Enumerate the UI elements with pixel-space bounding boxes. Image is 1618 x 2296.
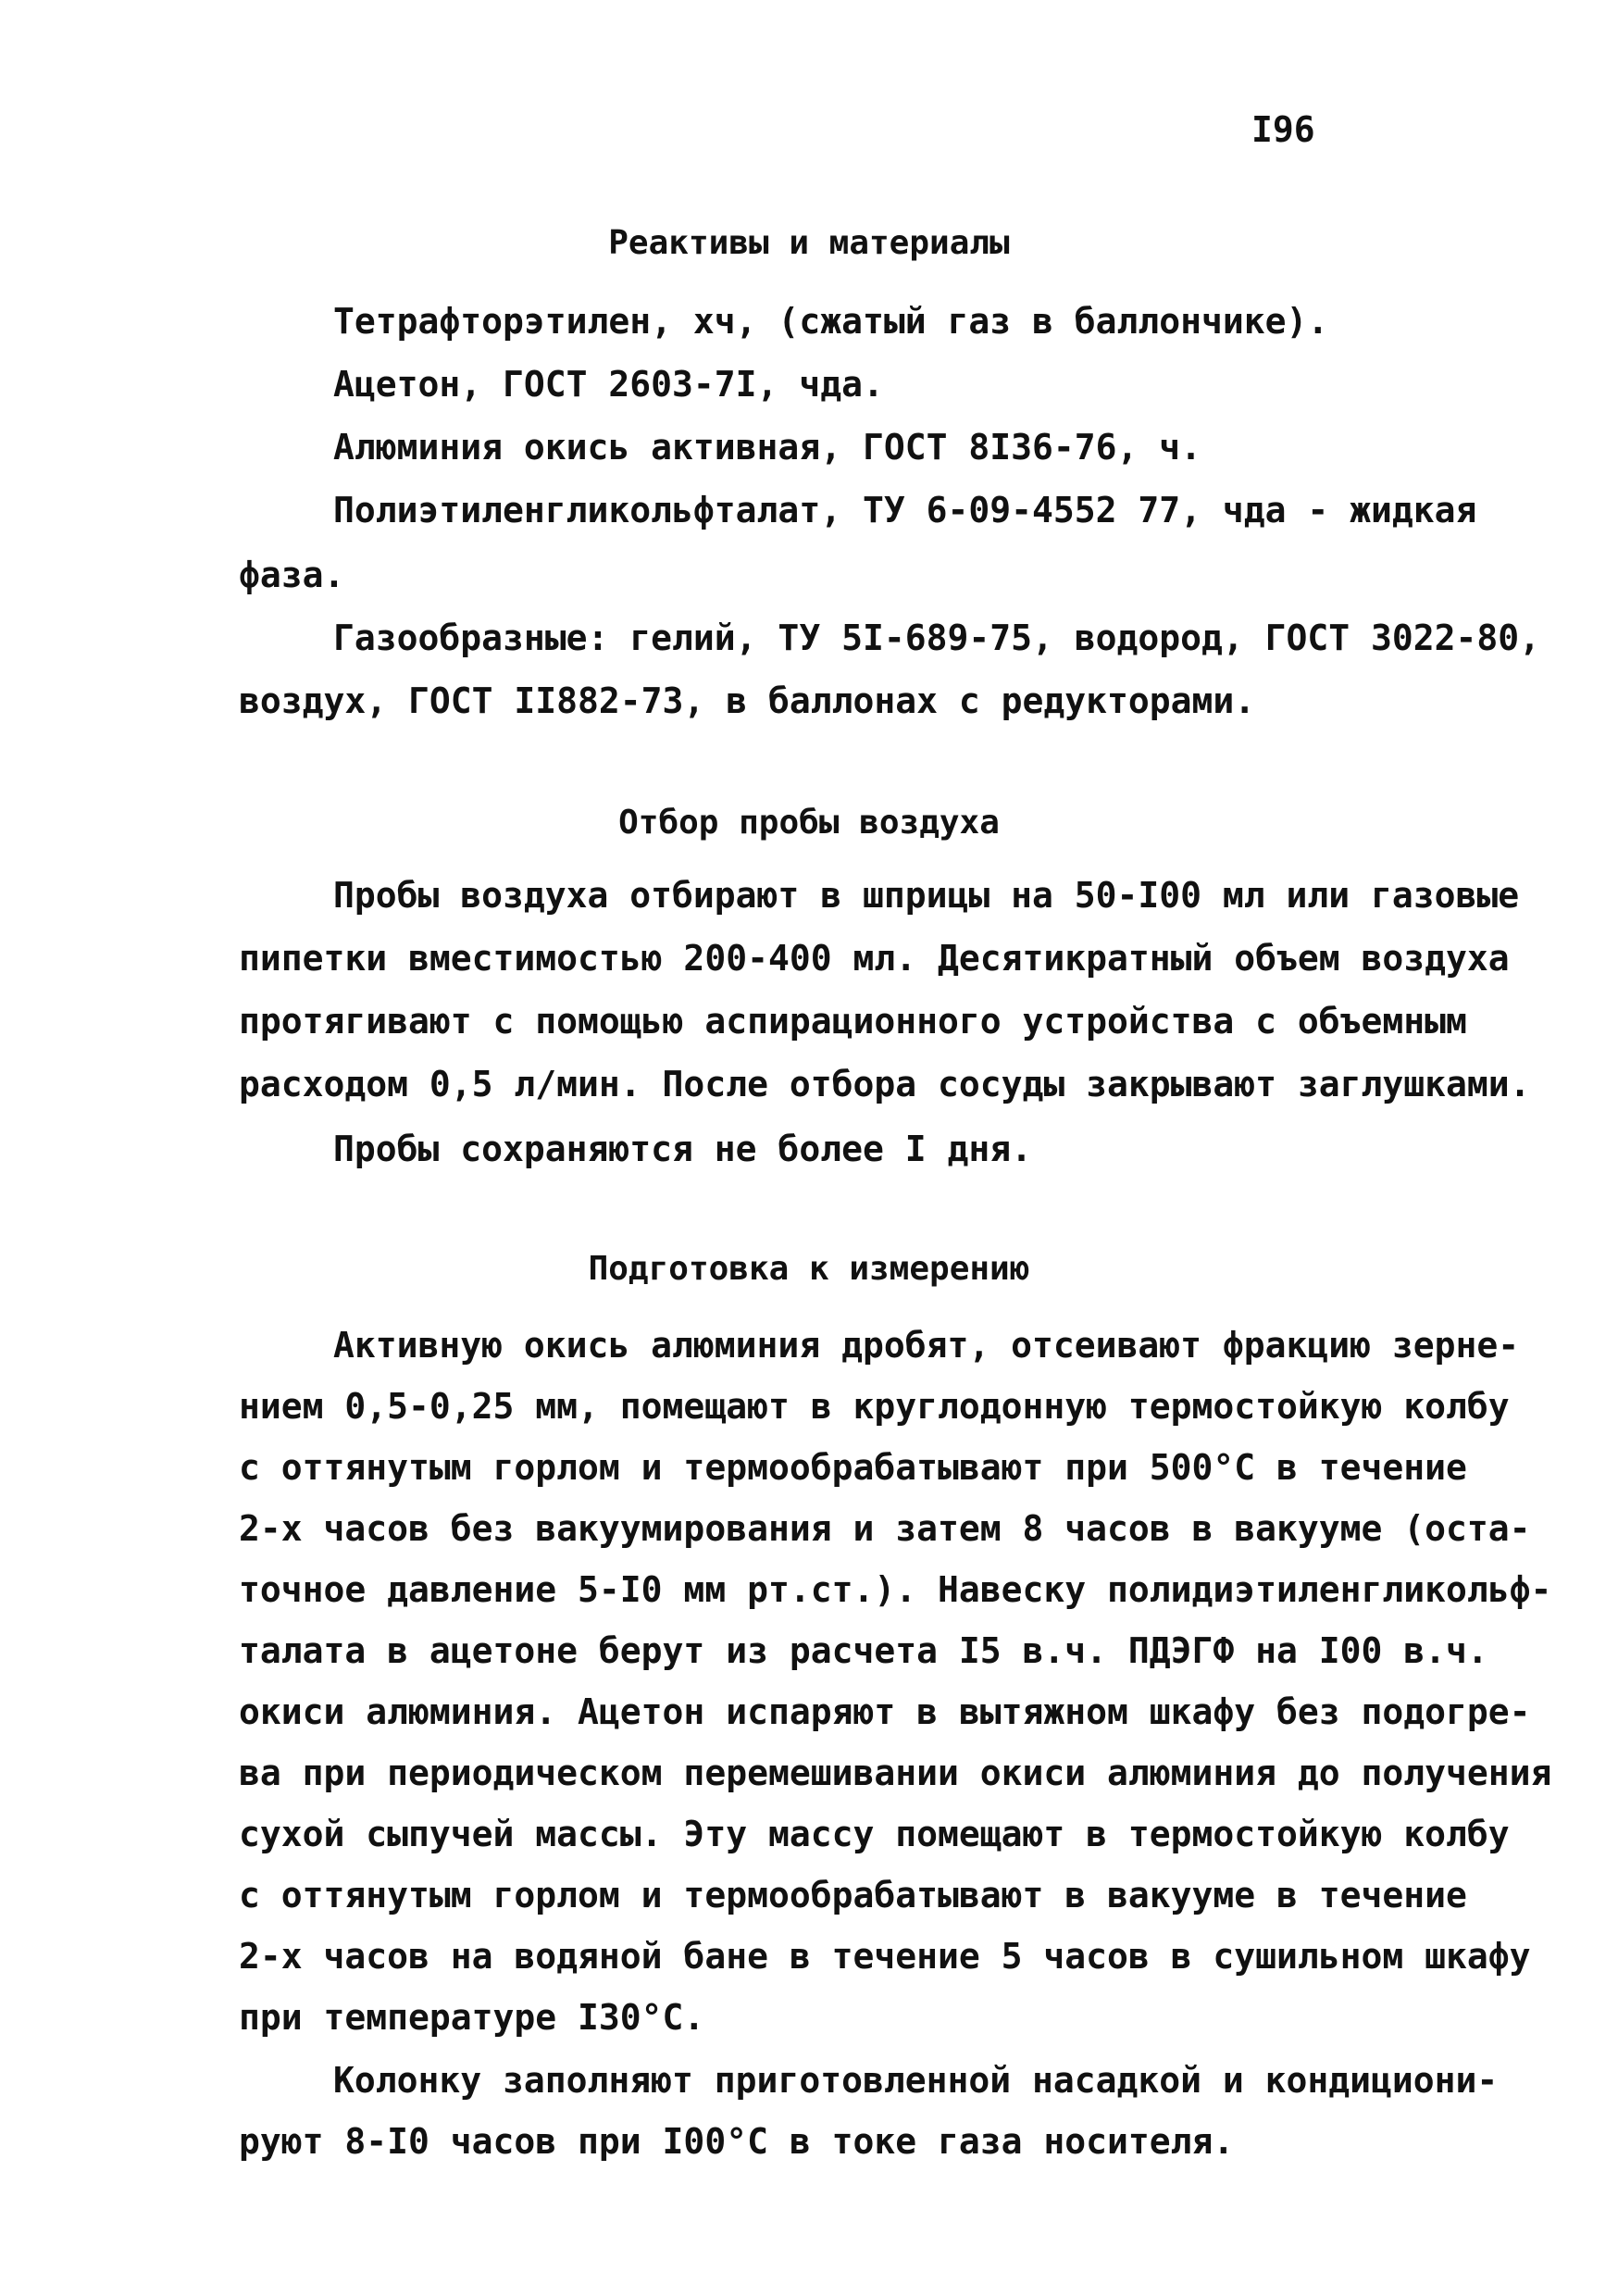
text-line: пипетки вместимостью 200-400 мл. Десятикратный объем воздуха [239,938,1510,979]
text-line: протягивают с помощью аспирационного устройства с объемным [239,1001,1467,1042]
text-line: фаза. [239,555,345,595]
text-line: 2-х часов на водяной бане в течение 5 часов в сушильном шкафу [239,1936,1531,1977]
text-line: Активную окись алюминия дробят, отсеивают фракцию зерне- [333,1325,1520,1366]
text-line: сухой сыпучей массы. Эту массу помещают в термостойкую колбу [239,1814,1510,1854]
text-line: Пробы сохраняются не более I дня. [333,1129,1032,1169]
section-heading-preparation: Подготовка к измерению [588,1250,1030,1288]
text-line: Алюминия окись активная, ГОСТ 8I36-76, ч. [333,427,1201,468]
text-line: Ацетон, ГОСТ 2603-7I, чда. [333,364,884,405]
text-line: Пробы воздуха отбирают в шприцы на 50-I00 мл или газовые [333,875,1520,916]
text-line: талата в ацетоне берут из расчета I5 в.ч. ПДЭГФ на I00 в.ч. [239,1630,1488,1671]
text-line: точное давление 5-I0 мм рт.ст.). Навеску полидиэтиленгликольф- [239,1569,1552,1610]
section-heading-reagents: Реактивы и материалы [608,224,1010,262]
text-line: руют 8-I0 часов при I00°С в токе газа носителя. [239,2121,1235,2162]
page-number: I96 [1251,109,1315,150]
text-line: при температуре I30°С. [239,1997,705,2038]
section-heading-air-sampling: Отбор пробы воздуха [618,804,1000,842]
text-line: с оттянутым горлом и термообрабатывают при 500°С в течение [239,1447,1467,1488]
text-line: Тетрафторэтилен, хч, (сжатый газ в баллончике). [333,301,1329,342]
text-line: окиси алюминия. Ацетон испаряют в вытяжном шкафу без подогре- [239,1691,1531,1732]
text-line: 2-х часов без вакуумирования и затем 8 часов в вакууме (оста- [239,1508,1531,1549]
text-line: с оттянутым горлом и термообрабатывают в вакууме в течение [239,1875,1467,1915]
text-line: Колонку заполняют приготовленной насадкой и кондициони- [333,2060,1499,2101]
text-line: нием 0,5-0,25 мм, помещают в круглодонную термостойкую колбу [239,1386,1510,1427]
text-line: расходом 0,5 л/мин. После отбора сосуды закрывают заглушками. [239,1064,1531,1104]
text-line: Полиэтиленгликольфталат, ТУ 6-09-4552 77, чда - жидкая [333,490,1477,530]
text-line: ва при периодическом перемешивании окиси алюминия до получения [239,1753,1552,1793]
text-line: Газообразные: гелий, ТУ 5I-689-75, водород, ГОСТ 3022-80, [333,618,1541,658]
text-line: воздух, ГОСТ II882-73, в баллонах с редукторами. [239,680,1256,721]
